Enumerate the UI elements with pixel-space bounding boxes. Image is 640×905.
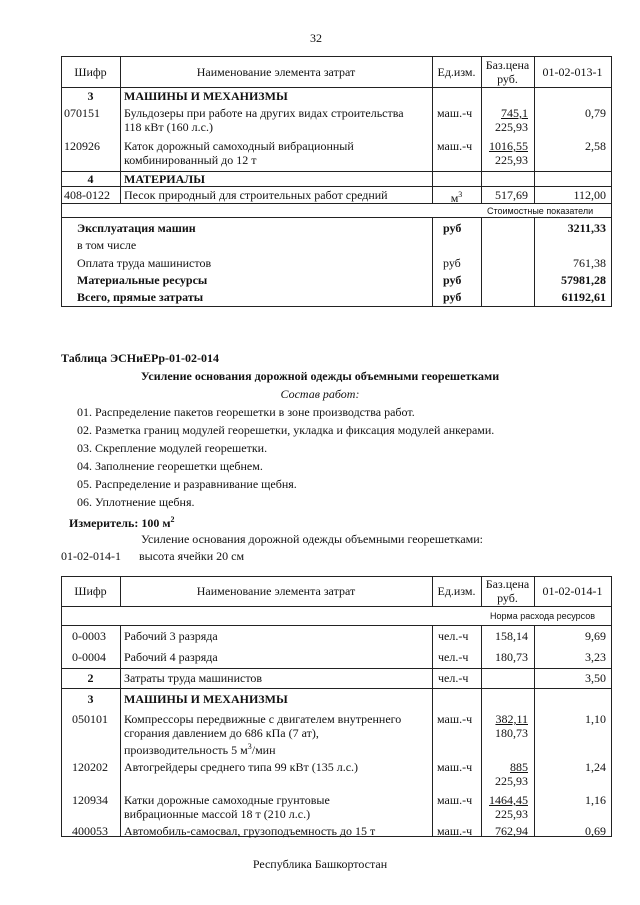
row-unit: маш.-ч (437, 760, 473, 774)
row-code: 120934 (72, 793, 108, 807)
section-number: 3 (87, 89, 94, 103)
summary-materials-value: 57981,28 (561, 273, 606, 287)
row-norm: 9,69 (585, 629, 606, 643)
row-name: Бульдозеры при работе на других видах строительства (124, 106, 404, 120)
row-norm: 1,24 (585, 760, 606, 774)
list-item: 05. Распределение и разравнивание щебня. (77, 477, 297, 491)
cost-indicators-label: Стоимостные показатели (487, 206, 594, 216)
header-price: Баз.цена (485, 577, 530, 591)
list-item: 01. Распределение пакетов георешетки в зоне производства работ. (77, 405, 415, 419)
row-code: 050101 (72, 712, 108, 726)
header-unit: Ед.изм. (437, 65, 476, 79)
row-price-wage: 180,73 (495, 726, 528, 740)
variant-text: высота ячейки 20 см (139, 549, 245, 563)
row-name: Катки дорожные самоходные грунтовые (124, 793, 330, 807)
header-code: Шифр (74, 65, 107, 79)
summary-total-label: Всего, прямые затраты (77, 290, 204, 304)
row-price: 762,94 (495, 824, 528, 838)
summary-machines-unit: руб (443, 221, 462, 235)
summary-total-unit: руб (443, 290, 462, 304)
row-code: 070151 (64, 106, 100, 120)
measure-unit: Измеритель: 100 $м^2$ (69, 515, 175, 530)
row-norm: 3,23 (585, 650, 606, 664)
summary-machines-value: 3211,33 (567, 221, 606, 235)
header-norm-code: 01-02-013-1 (542, 65, 603, 79)
norm-label: Норма расхода ресурсов (490, 611, 595, 621)
summary-machines-label: Эксплуатация машин (77, 221, 196, 235)
section-number: 3 (87, 692, 94, 706)
section-title: МАШИНЫ И МЕХАНИЗМЫ (124, 89, 288, 103)
summary-including-label: в том числе (77, 238, 137, 252)
section-title: МАТЕРИАЛЫ (124, 172, 205, 186)
section-title: МАШИНЫ И МЕХАНИЗМЫ (124, 692, 288, 706)
header-code: Шифр (74, 584, 107, 598)
header-price-unit: руб. (497, 591, 518, 605)
list-item: 03. Скрепление модулей георешетки. (77, 441, 268, 455)
header-name: Наименование элемента затрат (196, 584, 356, 598)
header-price: Баз.цена (485, 58, 530, 72)
row-name: Компрессоры передвижные с двигателем внутреннего (124, 712, 402, 726)
row-unit: чел.-ч (438, 671, 469, 685)
header-unit: Ед.изм. (437, 584, 476, 598)
row-unit: маш.-ч (437, 106, 473, 120)
row-unit: $м^3$ (450, 190, 463, 205)
summary-total-value: 61192,61 (561, 290, 606, 304)
row-code: 0-0004 (72, 650, 106, 664)
row-name: Каток дорожный самоходный вибрационный (124, 139, 354, 153)
row-code: 120202 (72, 760, 108, 774)
row-unit: маш.-ч (437, 824, 473, 838)
summary-materials-unit: руб (443, 273, 462, 287)
row-code: 408-0122 (64, 188, 110, 202)
row-norm: 2,58 (585, 139, 606, 153)
summary-wages-label: Оплата труда машинистов (77, 256, 212, 270)
row-unit: маш.-ч (437, 712, 473, 726)
row-name-cont: комбинированный до 12 т (124, 153, 257, 167)
row-price: 382,11 (495, 712, 528, 726)
row-norm: 1,10 (585, 712, 606, 726)
row-price: 1464,45 (489, 793, 528, 807)
row-norm: 3,50 (585, 671, 606, 685)
row-name-cont: сгорания давлением до 686 кПа (7 ат), (124, 726, 319, 740)
summary-wages-value: 761,38 (573, 256, 606, 270)
row-price: 180,73 (495, 650, 528, 664)
row-unit: маш.-ч (437, 793, 473, 807)
row-name-cont: 118 кВт (160 л.с.) (124, 120, 213, 134)
row-price: 158,14 (495, 629, 528, 643)
header-name: Наименование элемента затрат (196, 65, 356, 79)
section-subtitle: Усиление основания дорожной одежды объемными георешетками (140, 369, 500, 383)
work-composition-label: Состав работ: (280, 387, 360, 401)
page-number: 32 (310, 31, 322, 45)
variant-code: 01-02-014-1 (61, 549, 121, 563)
row-unit: маш.-ч (437, 139, 473, 153)
row-code: 0-0003 (72, 629, 106, 643)
row-norm: 1,16 (585, 793, 606, 807)
header-price-unit: руб. (497, 72, 518, 86)
row-name: Рабочий 3 разряда (124, 629, 218, 643)
row-unit: чел.-ч (438, 650, 469, 664)
row-price: 885 (510, 760, 528, 774)
row-name: Затраты труда машинистов (124, 671, 263, 685)
variant-description: Усиление основания дорожной одежды объемными георешетками: (141, 532, 483, 546)
row-unit: чел.-ч (438, 629, 469, 643)
row-price-wage: 225,93 (495, 120, 528, 134)
row-price: 745,1 (501, 106, 528, 120)
row-name: Рабочий 4 разряда (124, 650, 218, 664)
row-price-wage: 225,93 (495, 153, 528, 167)
row-price: 1016,55 (489, 139, 528, 153)
list-item: 04. Заполнение георешетки щебнем. (77, 459, 263, 473)
row-norm: 0,69 (585, 824, 606, 838)
row-code: 400053 (72, 824, 108, 838)
row-norm: 112,00 (573, 188, 606, 202)
row-price-wage: 225,93 (495, 774, 528, 788)
row-code: 120926 (64, 139, 100, 153)
header-norm-code: 01-02-014-1 (542, 584, 603, 598)
row-price-wage: 225,93 (495, 807, 528, 821)
row-name-cont: вибрационные массой 18 т (210 л.с.) (124, 807, 311, 821)
section-number: 4 (87, 172, 94, 186)
row-code: 2 (87, 671, 94, 685)
summary-wages-unit: руб (443, 256, 461, 270)
row-price: 517,69 (495, 188, 528, 202)
row-name-cont: производительность 5 $м^3$/мин (124, 742, 276, 757)
row-name: Песок природный для строительных работ средний (124, 188, 388, 202)
list-item: 02. Разметка границ модулей георешетки, укладка и фиксация модулей анкерами. (77, 423, 495, 437)
row-name: Автогрейдеры среднего типа 99 кВт (135 л.с.) (124, 760, 359, 774)
list-item: 06. Уплотнение щебня. (77, 495, 195, 509)
row-norm: 0,79 (585, 106, 606, 120)
row-name: Автомобиль-самосвал, грузоподъемность до 15 т (124, 824, 376, 838)
page-footer: Республика Башкортостан (252, 857, 388, 871)
table-title: Таблица ЭСНиЕРр-01-02-014 (61, 351, 220, 365)
summary-materials-label: Материальные ресурсы (77, 273, 208, 287)
